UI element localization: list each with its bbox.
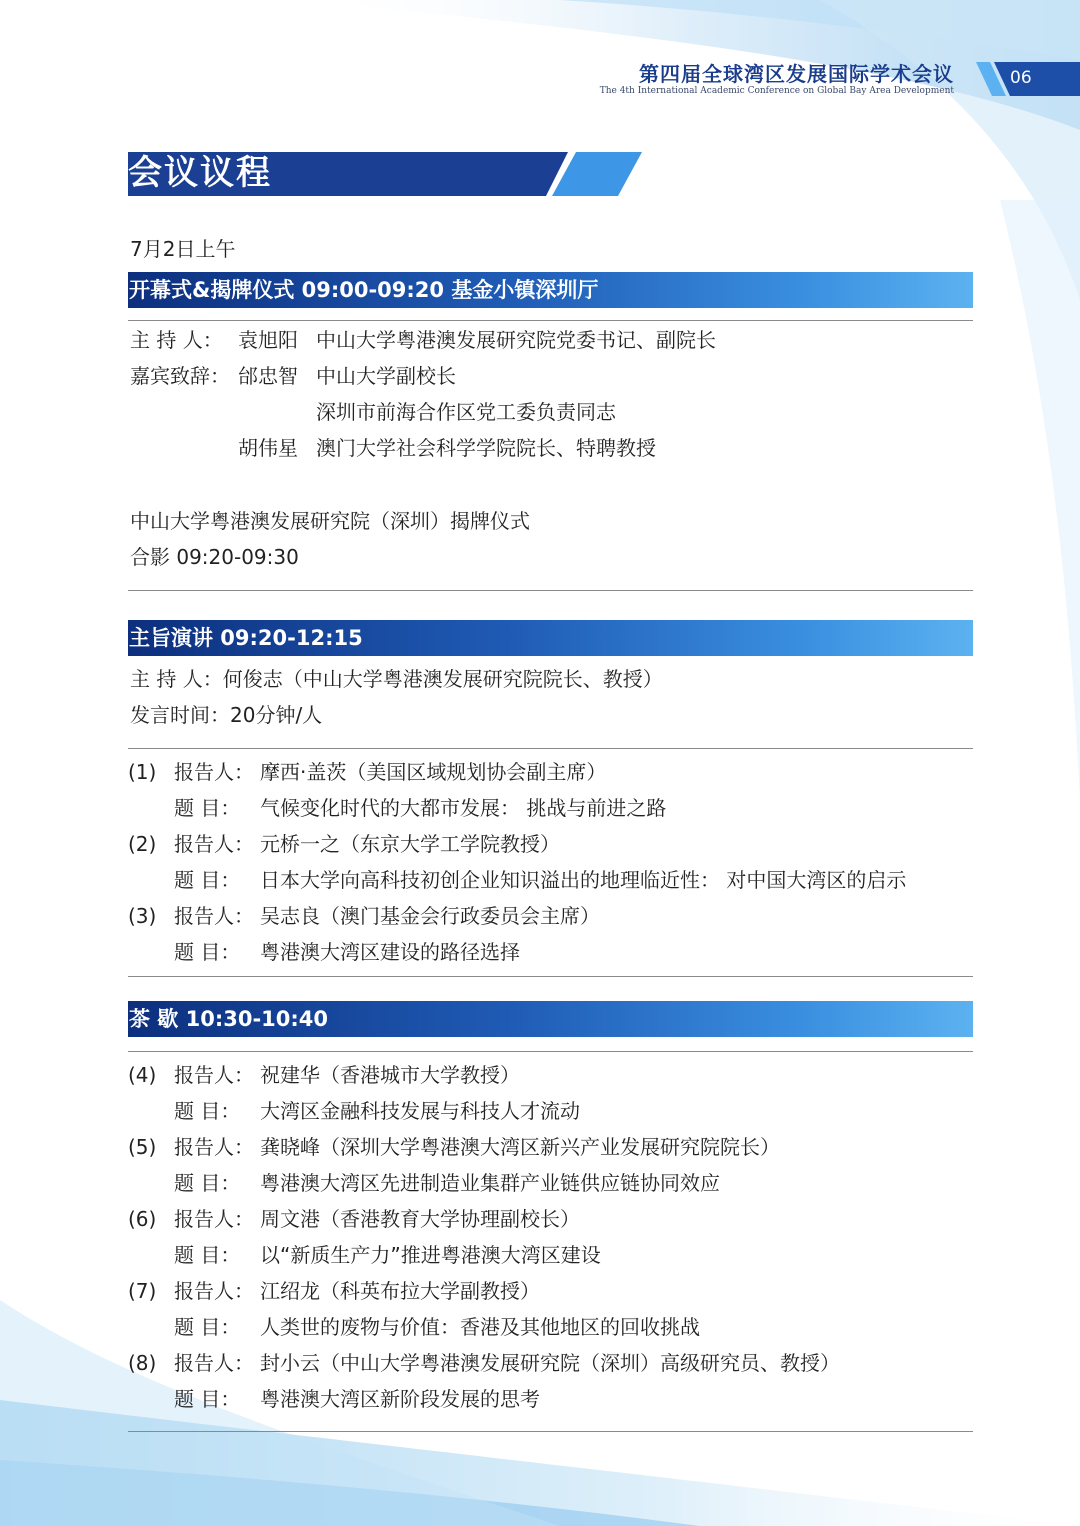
talk-topic: 粤港澳大湾区建设的路径选择: [260, 940, 520, 964]
speaker-name: 龚晓峰（深圳大学粤港澳大湾区新兴产业发展研究院院长）: [260, 1135, 780, 1159]
talk-number: (6): [128, 1207, 157, 1231]
ceremony-line: 中山大学粤港澳发展研究院（深圳）揭牌仪式: [130, 509, 530, 533]
speaker-name: 周文港（香港教育大学协理副校长）: [260, 1207, 580, 1231]
page-number: 06: [1010, 68, 1032, 88]
talk-topic: 日本大学向高科技初创企业知识溢出的地理临近性： 对中国大湾区的启示: [260, 868, 907, 892]
speaker-label: 报告人：: [174, 1351, 254, 1375]
topic-label: 题 目：: [174, 940, 241, 964]
topic-label: 题 目：: [174, 1315, 241, 1339]
talk-number: (5): [128, 1135, 157, 1159]
guest-label: 嘉宾致辞：: [130, 364, 230, 388]
host-label: 主 持 人：: [130, 328, 223, 352]
divider: [128, 590, 973, 591]
topic-label: 题 目：: [174, 1099, 241, 1123]
divider: [128, 1051, 973, 1052]
section-heading-tea-break: 茶 歇 10:30-10:40: [129, 1007, 329, 1031]
talk-topic: 大湾区金融科技发展与科技人才流动: [260, 1099, 580, 1123]
talk-number: (1): [128, 760, 157, 784]
host-title: 中山大学粤港澳发展研究院党委书记、副院长: [316, 328, 716, 352]
speaker-name: 摩西·盖茨（美国区域规划协会副主席）: [260, 760, 607, 784]
speaker-label: 报告人：: [174, 904, 254, 928]
speaker-label: 报告人：: [174, 1135, 254, 1159]
topic-label: 题 目：: [174, 1243, 241, 1267]
talk-number: (4): [128, 1063, 157, 1087]
guest-title: 澳门大学社会科学学院院长、特聘教授: [316, 436, 656, 460]
speaker-name: 吴志良（澳门基金会行政委员会主席）: [260, 904, 600, 928]
conference-title: 第四届全球湾区发展国际学术会议: [639, 62, 954, 86]
section-bar-keynote: [128, 620, 973, 656]
section-heading-opening: 开幕式&揭牌仪式 09:00-09:20 基金小镇深圳厅: [129, 278, 599, 302]
session-date: 7月2日上午: [130, 237, 236, 261]
keynote-time-line: 发言时间：20分钟/人: [130, 703, 323, 727]
speaker-label: 报告人：: [174, 1207, 254, 1231]
speaker-label: 报告人：: [174, 1063, 254, 1087]
page-title: 会议议程: [128, 153, 272, 193]
section-bar-tea-break: [128, 1001, 973, 1037]
speaker-label: 报告人：: [174, 832, 254, 856]
photo-line: 合影 09:20-09:30: [130, 545, 299, 569]
topic-label: 题 目：: [174, 868, 241, 892]
guest-title: 中山大学副校长: [316, 364, 456, 388]
talk-number: (8): [128, 1351, 157, 1375]
topic-label: 题 目：: [174, 796, 241, 820]
divider: [128, 748, 973, 749]
divider: [128, 976, 973, 977]
section-heading-keynote: 主旨演讲 09:20-12:15: [129, 626, 363, 650]
talk-topic: 人类世的废物与价值：香港及其他地区的回收挑战: [260, 1315, 700, 1339]
guest-name: 邰忠智: [238, 364, 298, 388]
guest-title: 深圳市前海合作区党工委负责同志: [316, 400, 616, 424]
divider: [128, 1431, 973, 1432]
keynote-host-line: 主 持 人：何俊志（中山大学粤港澳发展研究院院长、教授）: [130, 667, 663, 691]
speaker-name: 江绍龙（科英布拉大学副教授）: [260, 1279, 540, 1303]
talk-topic: 粤港澳大湾区先进制造业集群产业链供应链协同效应: [260, 1171, 720, 1195]
speaker-label: 报告人：: [174, 1279, 254, 1303]
topic-label: 题 目：: [174, 1171, 241, 1195]
talk-topic: 以“新质生产力”推进粤港澳大湾区建设: [260, 1243, 601, 1267]
topic-label: 题 目：: [174, 1387, 241, 1411]
guest-name: 胡伟星: [238, 436, 298, 460]
speaker-label: 报告人：: [174, 760, 254, 784]
talk-topic: 粤港澳大湾区新阶段发展的思考: [260, 1387, 540, 1411]
section-bar-opening: [128, 272, 973, 308]
speaker-name: 元桥一之（东京大学工学院教授）: [260, 832, 560, 856]
talk-number: (3): [128, 904, 157, 928]
speaker-name: 封小云（中山大学粤港澳发展研究院（深圳）高级研究员、教授）: [260, 1351, 840, 1375]
talk-topic: 气候变化时代的大都市发展： 挑战与前进之路: [260, 796, 667, 820]
divider: [128, 320, 973, 321]
host-name: 袁旭阳: [238, 328, 298, 352]
conference-title-en: The 4th International Academic Conference on Global Bay Area Development: [599, 86, 954, 96]
talk-number: (7): [128, 1279, 157, 1303]
speaker-name: 祝建华（香港城市大学教授）: [260, 1063, 520, 1087]
talk-number: (2): [128, 832, 157, 856]
